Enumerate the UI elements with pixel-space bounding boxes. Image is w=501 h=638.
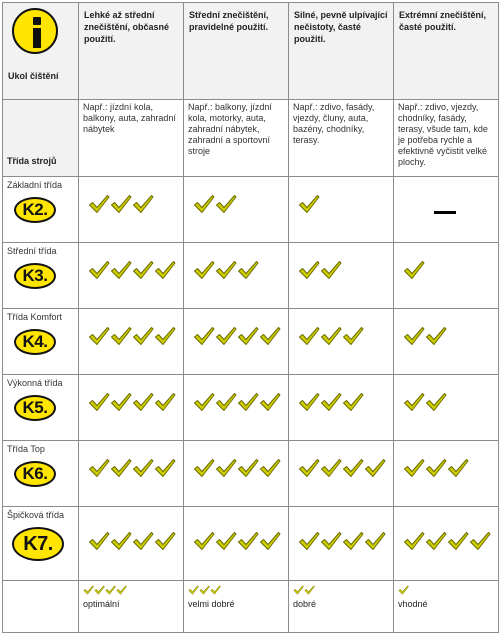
machine-class-row — [3, 243, 499, 309]
checkmark-icon — [199, 585, 210, 595]
checkmark-icon — [398, 585, 409, 595]
checkmark-icon — [364, 531, 386, 551]
checkmark-icon — [110, 194, 132, 214]
rating-checks — [184, 243, 288, 280]
checkmark-icon — [403, 392, 425, 412]
checkmark-icon — [237, 326, 259, 346]
checkmark-icon — [88, 260, 110, 280]
rating-cell — [289, 375, 394, 441]
checkmark-icon — [298, 326, 320, 346]
class-badge: K2. — [14, 197, 56, 223]
checkmark-icon — [259, 531, 281, 551]
rating-checks — [184, 177, 288, 214]
legend-checks — [394, 581, 498, 595]
class-badge: K5. — [14, 395, 56, 421]
legend-label: optimální — [83, 599, 120, 610]
rating-cell — [184, 243, 289, 309]
machine-class-label: Třída strojů — [7, 156, 57, 167]
rating-checks — [289, 507, 393, 551]
class-badge: K7. — [12, 527, 64, 561]
checkmark-icon — [320, 531, 342, 551]
checkmark-icon — [154, 326, 176, 346]
checkmark-icon — [298, 458, 320, 478]
machine-class-row — [3, 177, 499, 243]
rating-cell — [394, 441, 499, 507]
rating-cell — [184, 375, 289, 441]
checkmark-icon — [342, 531, 364, 551]
rating-checks — [184, 507, 288, 551]
checkmark-icon — [193, 392, 215, 412]
rating-checks — [289, 309, 393, 346]
legend-row — [3, 581, 499, 633]
checkmark-icon — [403, 531, 425, 551]
cleaning-task-label: Ukol čištění — [8, 71, 59, 81]
rating-checks — [79, 243, 183, 280]
checkmark-icon — [154, 392, 176, 412]
header-row — [3, 3, 499, 100]
column-header-light: Lehké až střední znečištění, občasné použití. — [79, 3, 184, 100]
checkmark-icon — [210, 585, 221, 595]
checkmark-icon — [215, 458, 237, 478]
checkmark-icon — [425, 458, 447, 478]
column-header-medium: Střední znečištění, pravidelné použití. — [184, 3, 289, 100]
checkmark-icon — [154, 531, 176, 551]
machine-class-name: Třída Top — [7, 444, 45, 455]
checkmark-icon — [132, 260, 154, 280]
checkmark-icon — [110, 531, 132, 551]
machine-class-row — [3, 507, 499, 581]
checkmark-icon — [215, 194, 237, 214]
machine-class-cell — [3, 507, 79, 581]
machine-class-cell — [3, 375, 79, 441]
rating-cell — [289, 243, 394, 309]
checkmark-icon — [403, 326, 425, 346]
checkmark-icon — [342, 326, 364, 346]
checkmark-icon — [447, 458, 469, 478]
rating-cell — [79, 507, 184, 581]
checkmark-icon — [215, 392, 237, 412]
legend-cell — [184, 581, 289, 633]
rating-cell — [79, 441, 184, 507]
rating-cell — [79, 375, 184, 441]
machine-class-name: Střední třída — [7, 246, 57, 257]
checkmark-icon — [193, 260, 215, 280]
rating-cell — [394, 177, 499, 243]
checkmark-icon — [320, 458, 342, 478]
examples-cell: Např.: zdivo, fasády, vjezdy, čluny, auta, bazény, chodníky, terasy. — [289, 99, 394, 176]
rating-checks — [394, 441, 498, 478]
rating-checks — [79, 507, 183, 551]
rating-cell — [184, 441, 289, 507]
checkmark-icon — [259, 458, 281, 478]
machine-class-header-cell — [3, 99, 79, 176]
class-badge: K3. — [14, 263, 56, 289]
checkmark-icon — [447, 531, 469, 551]
checkmark-icon — [110, 458, 132, 478]
rating-checks — [394, 507, 498, 551]
checkmark-icon — [320, 326, 342, 346]
legend-label: vhodné — [398, 599, 428, 610]
machine-class-row — [3, 375, 499, 441]
rating-checks — [184, 375, 288, 412]
checkmark-icon — [193, 326, 215, 346]
checkmark-icon — [237, 392, 259, 412]
machine-class-name: Třída Komfort — [7, 312, 63, 323]
legend-checks — [289, 581, 393, 595]
checkmark-icon — [298, 531, 320, 551]
rating-cell — [394, 243, 499, 309]
machine-class-cell — [3, 243, 79, 309]
rating-cell — [289, 309, 394, 375]
checkmark-icon — [259, 326, 281, 346]
rating-checks — [394, 243, 498, 280]
rating-checks — [79, 309, 183, 346]
rating-checks — [289, 375, 393, 412]
checkmark-icon — [342, 392, 364, 412]
checkmark-icon — [215, 531, 237, 551]
checkmark-icon — [132, 458, 154, 478]
checkmark-icon — [469, 531, 491, 551]
class-badge: K6. — [14, 461, 56, 487]
rating-checks — [289, 441, 393, 478]
checkmark-icon — [293, 585, 304, 595]
checkmark-icon — [188, 585, 199, 595]
legend-empty-cell — [3, 581, 79, 633]
legend-cell — [79, 581, 184, 633]
rating-checks — [79, 441, 183, 478]
rating-cell — [184, 507, 289, 581]
examples-cell: Např.: jízdní kola, balkony, auta, zahradní nábytek — [79, 99, 184, 176]
rating-checks — [289, 243, 393, 280]
legend-cell — [394, 581, 499, 633]
rating-checks — [184, 309, 288, 346]
examples-cell: Např.: zdivo, vjezdy, chodníky, fasády, terasy, všude tam, kde je potřeba rychle a efektivně vyčistit velké plochy. — [394, 99, 499, 176]
checkmark-icon — [132, 194, 154, 214]
checkmark-icon — [215, 326, 237, 346]
checkmark-icon — [193, 194, 215, 214]
machine-class-cell — [3, 441, 79, 507]
rating-cell — [184, 177, 289, 243]
examples-row — [3, 99, 499, 176]
machine-class-cell — [3, 177, 79, 243]
checkmark-icon — [116, 585, 127, 595]
checkmark-icon — [193, 531, 215, 551]
examples-cell: Např.: balkony, jízdní kola, motorky, auta, zahradní nábytek, zahradní a sportovní stroje — [184, 99, 289, 176]
info-icon — [12, 8, 58, 54]
checkmark-icon — [403, 458, 425, 478]
checkmark-icon — [193, 458, 215, 478]
rating-cell — [79, 309, 184, 375]
legend-checks — [184, 581, 288, 595]
checkmark-icon — [320, 260, 342, 280]
class-badge: K4. — [14, 329, 56, 355]
rating-checks — [394, 309, 498, 346]
checkmark-icon — [110, 260, 132, 280]
checkmark-icon — [320, 392, 342, 412]
machine-class-name: Výkonná třída — [7, 378, 63, 389]
column-header-extreme: Extrémní znečištění, časté použití. — [394, 3, 499, 100]
checkmark-icon — [237, 458, 259, 478]
legend-label: dobré — [293, 599, 317, 610]
checkmark-icon — [342, 458, 364, 478]
legend-cell — [289, 581, 394, 633]
header-corner-cell — [3, 3, 79, 100]
rating-cell — [394, 507, 499, 581]
machine-class-row — [3, 441, 499, 507]
checkmark-icon — [132, 326, 154, 346]
rating-cell — [289, 507, 394, 581]
checkmark-icon — [94, 585, 105, 595]
checkmark-icon — [304, 585, 315, 595]
checkmark-icon — [132, 392, 154, 412]
rating-checks — [79, 375, 183, 412]
checkmark-icon — [88, 531, 110, 551]
legend-label: velmi dobré — [188, 599, 235, 610]
rating-cell — [79, 177, 184, 243]
checkmark-icon — [237, 260, 259, 280]
checkmark-icon — [215, 260, 237, 280]
checkmark-icon — [83, 585, 94, 595]
column-header-heavy: Silné, pevně ulpívající nečistoty, časté použití. — [289, 3, 394, 100]
checkmark-icon — [259, 392, 281, 412]
checkmark-icon — [237, 531, 259, 551]
rating-cell — [289, 441, 394, 507]
checkmark-icon — [364, 458, 386, 478]
checkmark-icon — [88, 458, 110, 478]
checkmark-icon — [88, 326, 110, 346]
checkmark-icon — [425, 531, 447, 551]
checkmark-icon — [110, 392, 132, 412]
checkmark-icon — [105, 585, 116, 595]
checkmark-icon — [132, 531, 154, 551]
legend-checks — [79, 581, 183, 595]
checkmark-icon — [88, 392, 110, 412]
checkmark-icon — [403, 260, 425, 280]
machine-class-row — [3, 309, 499, 375]
checkmark-icon — [298, 260, 320, 280]
checkmark-icon — [425, 326, 447, 346]
rating-checks — [184, 441, 288, 478]
rating-checks — [394, 375, 498, 412]
rating-cell — [394, 375, 499, 441]
rating-cell — [79, 243, 184, 309]
rating-checks — [79, 177, 183, 214]
checkmark-icon — [298, 194, 320, 214]
checkmark-icon — [425, 392, 447, 412]
checkmark-icon — [110, 326, 132, 346]
checkmark-icon — [298, 392, 320, 412]
checkmark-icon — [88, 194, 110, 214]
rating-cell — [289, 177, 394, 243]
checkmark-icon — [154, 458, 176, 478]
machine-class-cell — [3, 309, 79, 375]
rating-cell — [394, 309, 499, 375]
rating-checks — [289, 177, 393, 214]
machine-class-name: Základní třída — [7, 180, 63, 191]
not-suitable-dash — [434, 211, 456, 214]
rating-cell — [184, 309, 289, 375]
checkmark-icon — [154, 260, 176, 280]
machine-class-name: Špičková třída — [7, 510, 65, 521]
suitability-table — [2, 2, 499, 633]
